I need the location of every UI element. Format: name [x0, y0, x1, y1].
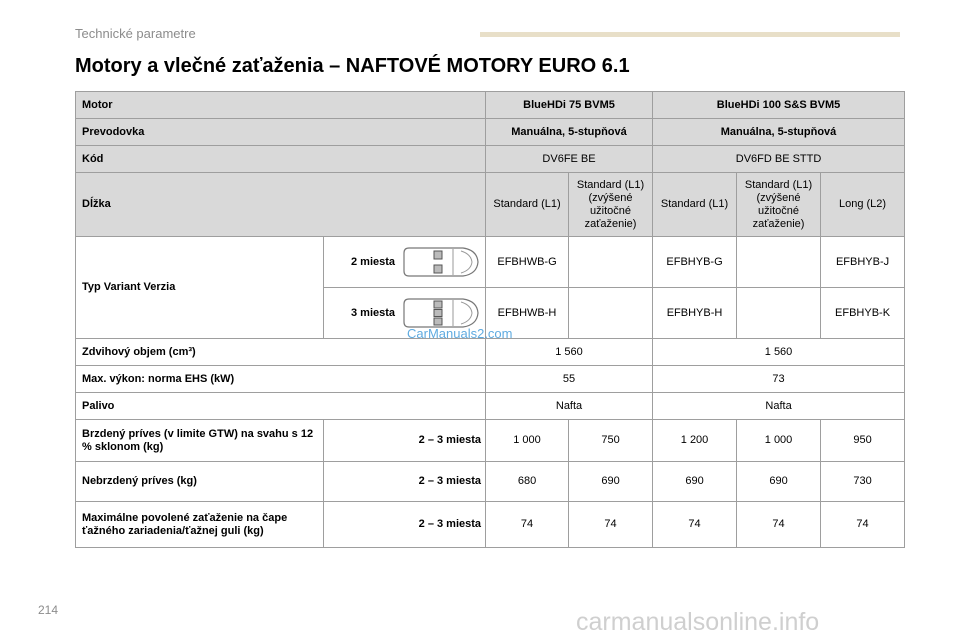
braked-seats: 2 – 3 miesta	[324, 420, 486, 462]
variant-code	[737, 288, 821, 339]
towball-row	[76, 502, 905, 548]
braked-value: 1 000	[737, 420, 821, 462]
unbraked-value: 680	[486, 462, 569, 502]
length-cell: Long (L2)	[821, 173, 905, 237]
power-b: 73	[653, 366, 905, 393]
variant-code	[737, 237, 821, 288]
towball-value: 74	[569, 502, 653, 548]
variant-code: EFBHYB-G	[653, 237, 737, 288]
variant-code: EFBHWB-H	[486, 288, 569, 339]
displacement-row	[76, 339, 905, 366]
variant-code: EFBHYB-H	[653, 288, 737, 339]
page-number: 214	[38, 603, 59, 617]
gearbox-b: Manuálna, 5-stupňová	[653, 119, 905, 146]
unbraked-label: Nebrzdený príves (kg)	[76, 462, 324, 502]
variant-code	[569, 237, 653, 288]
towball-value: 74	[737, 502, 821, 548]
van-2-seats-icon	[401, 242, 481, 282]
towball-label: Maximálne povolené zaťaženie na čape ťažného zariadenia/ťažnej guli (kg)	[76, 502, 324, 548]
gearbox-row	[76, 119, 905, 146]
site-footer: carmanualsonline.info	[576, 608, 820, 636]
length-row	[76, 173, 905, 237]
engine-a: BlueHDi 75 BVM5	[486, 92, 653, 119]
power-a: 55	[486, 366, 653, 393]
code-a: DV6FE BE	[486, 146, 653, 173]
engine-row	[76, 92, 905, 119]
unbraked-seats: 2 – 3 miesta	[324, 462, 486, 502]
variant-code: EFBHYB-J	[821, 237, 905, 288]
braked-label: Brzdený príves (v limite GTW) na svahu s 12 % sklonom (kg)	[76, 420, 324, 462]
braked-value: 1 200	[653, 420, 737, 462]
braked-value: 1 000	[486, 420, 569, 462]
unbraked-value: 690	[737, 462, 821, 502]
unbraked-value: 690	[653, 462, 737, 502]
towball-seats: 2 – 3 miesta	[324, 502, 486, 548]
unbraked-value: 690	[569, 462, 653, 502]
length-cell: Standard (L1)	[653, 173, 737, 237]
gearbox-a: Manuálna, 5-stupňová	[486, 119, 653, 146]
braked-value: 950	[821, 420, 905, 462]
seats2-label: 2 miesta	[350, 255, 396, 268]
fuel-b: Nafta	[653, 393, 905, 420]
fuel-a: Nafta	[486, 393, 653, 420]
unbraked-row	[76, 462, 905, 502]
variant-code	[569, 288, 653, 339]
page-title: Motory a vlečné zaťaženia – NAFTOVÉ MOTORY EURO 6.1	[75, 55, 630, 77]
variant-code: EFBHWB-G	[486, 237, 569, 288]
fuel-row	[76, 393, 905, 420]
fuel-label: Palivo	[76, 393, 486, 420]
code-label: Kód	[76, 146, 486, 173]
spec-table	[75, 91, 905, 548]
unbraked-value: 730	[821, 462, 905, 502]
towball-value: 74	[486, 502, 569, 548]
engine-b: BlueHDi 100 S&S BVM5	[653, 92, 905, 119]
code-row	[76, 146, 905, 173]
braked-row	[76, 420, 905, 462]
header-divider	[480, 32, 900, 37]
length-cell: Standard (L1) (zvýšené užitočné zaťaženie)	[569, 173, 653, 237]
variant-code: EFBHYB-K	[821, 288, 905, 339]
section-header: Technické parametre	[75, 26, 196, 41]
power-row	[76, 366, 905, 393]
displacement-label: Zdvihový objem (cm³)	[76, 339, 486, 366]
length-cell: Standard (L1)	[486, 173, 569, 237]
braked-value: 750	[569, 420, 653, 462]
length-cell: Standard (L1) (zvýšené užitočné zaťaženie)	[737, 173, 821, 237]
displacement-b: 1 560	[653, 339, 905, 366]
engine-label: Motor	[76, 92, 486, 119]
towball-value: 74	[821, 502, 905, 548]
power-label: Max. výkon: norma EHS (kW)	[76, 366, 486, 393]
towball-value: 74	[653, 502, 737, 548]
code-b: DV6FD BE STTD	[653, 146, 905, 173]
seats2-cell	[324, 237, 486, 288]
length-label: Dĺžka	[76, 173, 486, 237]
displacement-a: 1 560	[486, 339, 653, 366]
type-label: Typ Variant Verzia	[76, 237, 324, 339]
seats2-row	[76, 237, 905, 288]
gearbox-label: Prevodovka	[76, 119, 486, 146]
seats3-label: 3 miesta	[350, 306, 396, 319]
watermark-link[interactable]: CarManuals2.com	[407, 326, 513, 341]
